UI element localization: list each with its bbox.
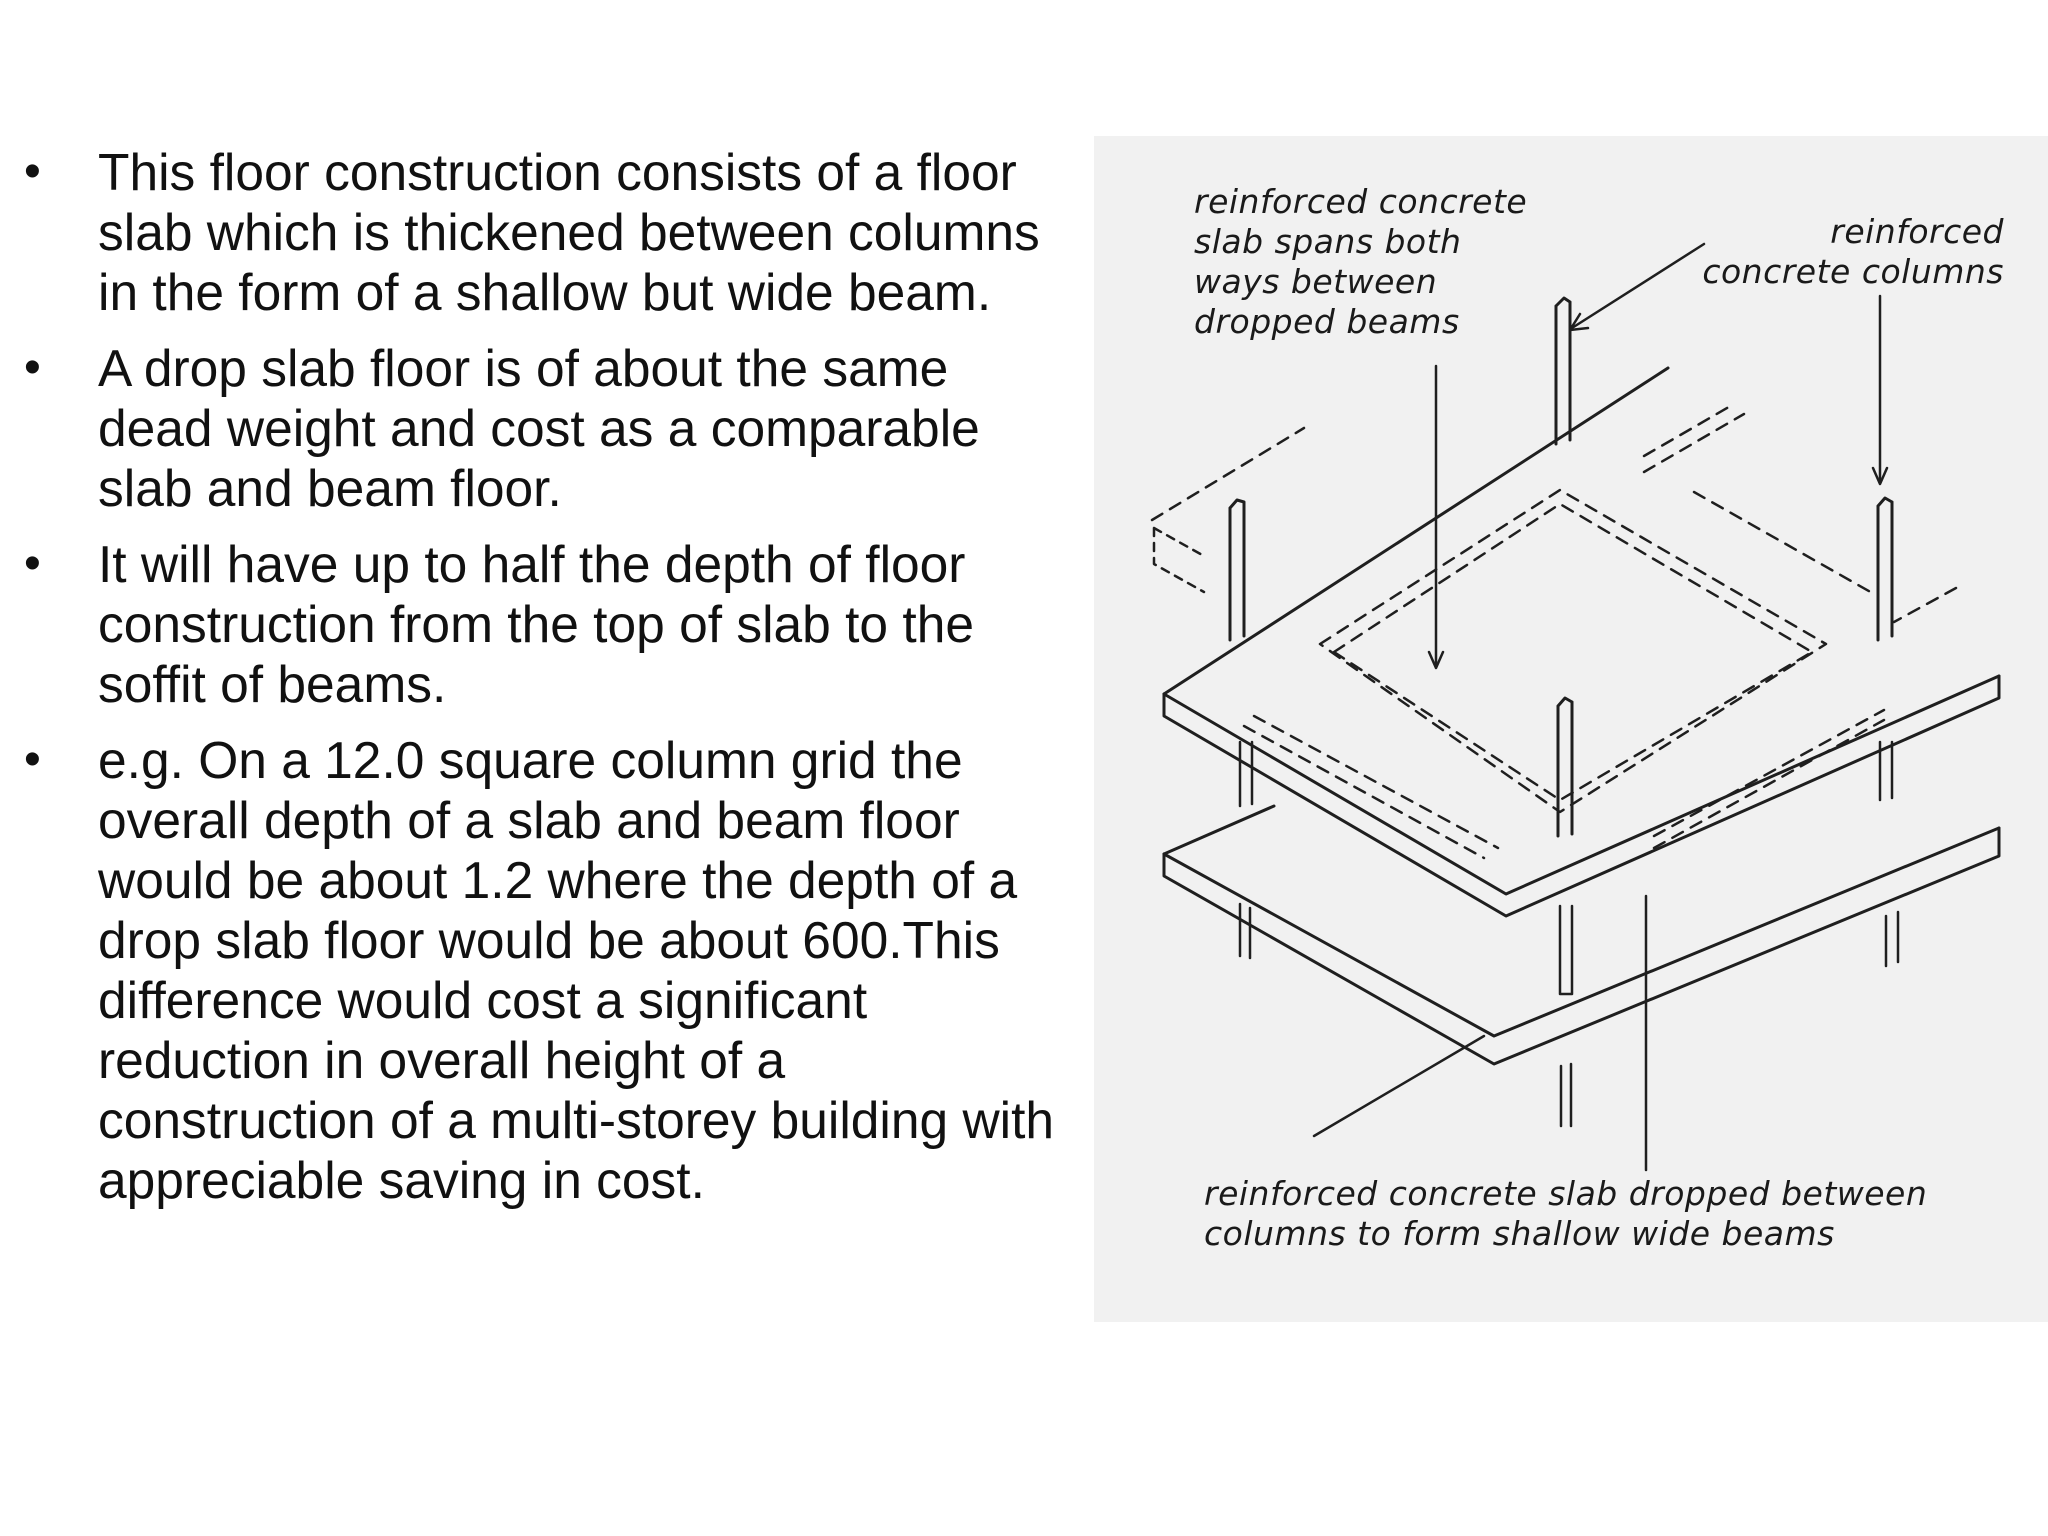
bullet-dot-icon: • [24,341,41,394]
bullet-dot-icon: • [24,537,41,590]
bullet-text: e.g. On a 12.0 square column grid the overall depth of a slab and beam floor would be about 1.2 where the depth of a drop slab floor would be about 600.This difference would cost a significant reduction in overall height of a construction of a multi-storey building with appreciable saving in cost. [98,731,1055,1209]
bullet-item [14,338,1074,518]
bullet-dot-icon: • [24,733,41,786]
upper-slab [1164,368,1999,916]
leader-arrows [1314,244,1887,1170]
label-columns: reinforced concrete columns [1702,212,2004,291]
bullet-text: It will have up to half the depth of floor construction from the top of slab to the soffit of beams. [98,535,974,713]
dashed-beam-outlines [1152,404,1956,858]
upper-columns [1230,298,1892,836]
lower-slab [1164,806,1999,1064]
bullet-item [14,730,1074,1210]
label-slab-spans: reinforced concrete slab spans both ways between dropped beams [1194,182,1528,341]
bullet-text: A drop slab floor is of about the same dead weight and cost as a comparable slab and beam floor. [98,339,980,517]
bullet-item [14,534,1074,714]
bullet-dot-icon: • [24,145,41,198]
dashed-stub-left [1154,528,1204,592]
drop-slab-diagram [1094,136,2048,1322]
bullet-list [14,142,1074,1226]
label-dropped-slab: reinforced concrete slab dropped between columns to form shallow wide beams [1204,1174,1928,1253]
bullet-text: This floor construction consists of a floor slab which is thickened between columns in the form of a shallow but wide beam. [98,143,1040,321]
bullet-item [14,142,1074,322]
